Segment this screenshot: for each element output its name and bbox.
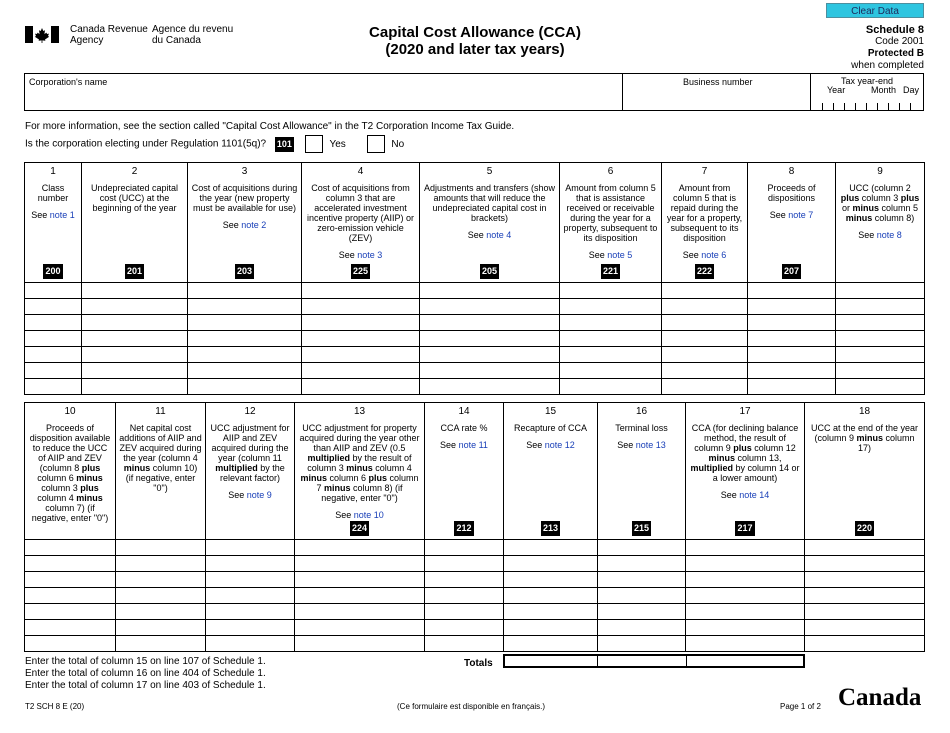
input-cell-col-18[interactable] — [805, 556, 925, 572]
input-cell-col-14[interactable] — [425, 540, 504, 556]
input-cell-col-1[interactable] — [25, 379, 82, 395]
column-number: 13 — [353, 406, 366, 417]
cca-table-part1 — [24, 162, 925, 395]
table-row — [25, 636, 925, 652]
see-note: See note 12 — [526, 440, 575, 450]
input-cell-col-18[interactable] — [805, 588, 925, 604]
input-cell-col-18[interactable] — [805, 636, 925, 652]
agency-name-french: Agence du revenu du Canada — [152, 24, 234, 46]
input-cell-col-14[interactable] — [425, 572, 504, 588]
business-number-field[interactable] — [623, 74, 810, 110]
input-cell-col-1[interactable] — [25, 315, 82, 331]
totals-row — [503, 654, 805, 668]
table1-header-col-9 — [836, 163, 925, 283]
table1-header-col-8 — [748, 163, 836, 283]
input-cell-col-16[interactable] — [598, 588, 686, 604]
column-number: 18 — [858, 406, 871, 417]
input-cell-col-8[interactable] — [748, 347, 836, 363]
input-cell-col-18[interactable] — [805, 540, 925, 556]
input-cell-col-11[interactable] — [116, 620, 206, 636]
line-code-217: 217 — [735, 521, 754, 536]
regulation-question: Is the corporation electing under Regulation 1101(5q)? — [25, 138, 267, 150]
column-number: 11 — [155, 406, 166, 417]
clear-data-button[interactable]: Clear Data — [826, 3, 924, 18]
input-cell-col-1[interactable] — [25, 283, 82, 299]
input-cell-col-17[interactable] — [686, 588, 805, 604]
input-cell-col-13[interactable] — [295, 620, 425, 636]
input-cell-col-16[interactable] — [598, 556, 686, 572]
input-cell-col-16[interactable] — [598, 620, 686, 636]
input-cell-col-15[interactable] — [504, 620, 598, 636]
schedule-info: Schedule 8 Code 2001 Protected B when completed — [851, 24, 924, 71]
corporation-name-label: Corporation's name — [29, 77, 108, 87]
input-cell-col-11[interactable] — [116, 556, 206, 572]
line-code-201: 201 — [125, 264, 144, 279]
input-cell-col-13[interactable] — [295, 636, 425, 652]
column-number: 3 — [241, 166, 248, 177]
input-cell-col-3[interactable] — [188, 283, 302, 299]
input-cell-col-6[interactable] — [560, 315, 662, 331]
input-cell-col-13[interactable] — [295, 588, 425, 604]
column-number: 15 — [544, 406, 557, 417]
input-cell-col-11[interactable] — [116, 636, 206, 652]
input-cell-col-16[interactable] — [598, 604, 686, 620]
column-number: 5 — [486, 166, 493, 177]
input-cell-col-2[interactable] — [82, 299, 188, 315]
note-link[interactable]: note 4 — [486, 230, 512, 240]
table-row — [25, 588, 925, 604]
input-cell-col-15[interactable] — [504, 556, 598, 572]
regulation-question-row — [25, 135, 404, 154]
corporation-info-box — [24, 73, 924, 111]
input-cell-col-12[interactable] — [206, 572, 295, 588]
note-link[interactable]: note 11 — [458, 440, 488, 450]
column-number: 2 — [131, 166, 138, 177]
input-cell-col-1[interactable] — [25, 299, 82, 315]
input-cell-col-5[interactable] — [420, 283, 560, 299]
note-link[interactable]: note 14 — [739, 490, 770, 500]
input-cell-col-6[interactable] — [560, 363, 662, 379]
column-description: Terminal loss — [615, 423, 668, 433]
see-note: See note 6 — [682, 250, 727, 260]
input-cell-col-16[interactable] — [598, 540, 686, 556]
line-code-207: 207 — [782, 264, 801, 279]
column-description: Undepreciated capital cost (UCC) at the beginning of the year — [90, 183, 179, 213]
input-cell-col-7[interactable] — [662, 379, 748, 395]
input-cell-col-5[interactable] — [420, 315, 560, 331]
table-row — [25, 556, 925, 572]
input-cell-col-15[interactable] — [504, 572, 598, 588]
input-cell-col-5[interactable] — [420, 379, 560, 395]
line-code-225: 225 — [351, 264, 370, 279]
input-cell-col-10[interactable] — [25, 604, 116, 620]
input-cell-col-9[interactable] — [836, 379, 925, 395]
input-cell-col-12[interactable] — [206, 556, 295, 572]
table-row — [25, 299, 925, 315]
input-cell-col-13[interactable] — [295, 540, 425, 556]
column-description: Proceeds of dispositions — [767, 183, 816, 203]
input-cell-col-9[interactable] — [836, 315, 925, 331]
see-note: See note 5 — [588, 250, 633, 260]
input-cell-col-10[interactable] — [25, 556, 116, 572]
input-cell-col-6[interactable] — [560, 331, 662, 347]
input-cell-col-14[interactable] — [425, 588, 504, 604]
input-cell-col-11[interactable] — [116, 572, 206, 588]
input-cell-col-4[interactable] — [302, 379, 420, 395]
input-cell-col-12[interactable] — [206, 620, 295, 636]
table2-header-col-12 — [206, 403, 295, 540]
table-row — [25, 363, 925, 379]
input-cell-col-1[interactable] — [25, 363, 82, 379]
line-code-222: 222 — [695, 264, 714, 279]
table2-header-col-10 — [25, 403, 116, 540]
line-code-224: 224 — [350, 521, 369, 536]
table1-header-col-7 — [662, 163, 748, 283]
no-checkbox[interactable] — [367, 135, 385, 153]
input-cell-col-6[interactable] — [560, 283, 662, 299]
table1-header-col-1 — [25, 163, 82, 283]
footer-instructions: Enter the total of column 15 on line 107 of Schedule 1. Enter the total of column 16 on line 404 of Schedule 1. Enter the total of column 17 on line 403 of Schedule 1. — [25, 656, 266, 691]
input-cell-col-18[interactable] — [805, 572, 925, 588]
input-cell-col-16[interactable] — [598, 636, 686, 652]
table-row — [25, 315, 925, 331]
table1-header-col-5 — [420, 163, 560, 283]
input-cell-col-17[interactable] — [686, 636, 805, 652]
input-cell-col-6[interactable] — [560, 299, 662, 315]
note-link[interactable]: note 7 — [788, 210, 814, 220]
note-link[interactable]: note 3 — [357, 250, 383, 260]
input-cell-col-6[interactable] — [560, 347, 662, 363]
column-description: Cost of acquisitions from column 3 that are accelerated investment incentive property (AIIP) or zero-emission vehicle (ZEV) — [306, 183, 415, 243]
see-note: See note 1 — [31, 210, 75, 220]
table2-header-col-15 — [504, 403, 598, 540]
input-cell-col-10[interactable] — [25, 588, 116, 604]
see-note: See note 7 — [769, 210, 814, 220]
column-description: CCA rate % — [440, 423, 488, 433]
input-cell-col-9[interactable] — [836, 299, 925, 315]
totals-label: Totals — [464, 658, 493, 669]
input-cell-col-8[interactable] — [748, 299, 836, 315]
column-number: 9 — [877, 166, 883, 177]
column-description: UCC adjustment for AIIP and ZEV acquired during the year (column 11 multiplied by the relevant factor) — [210, 423, 290, 483]
page-title: Capital Cost Allowance (CCA) (2020 and later tax years) — [369, 24, 581, 58]
input-cell-col-7[interactable] — [662, 347, 748, 363]
input-cell-col-7[interactable] — [662, 283, 748, 299]
cca-table-part2 — [24, 402, 925, 652]
input-cell-col-9[interactable] — [836, 331, 925, 347]
line-code-213: 213 — [541, 521, 560, 536]
note-link[interactable]: note 5 — [607, 250, 633, 260]
note-link[interactable]: note 9 — [246, 490, 272, 500]
corporation-name-field[interactable] — [25, 74, 622, 110]
line-code-205: 205 — [480, 264, 499, 279]
table1-header-col-4 — [302, 163, 420, 283]
input-cell-col-6[interactable] — [560, 379, 662, 395]
input-cell-col-5[interactable] — [420, 299, 560, 315]
line-code-101: 101 — [275, 137, 294, 152]
yes-label: Yes — [329, 138, 346, 150]
see-note: See note 2 — [222, 220, 267, 230]
input-cell-col-12[interactable] — [206, 604, 295, 620]
column-description: CCA (for declining balance method, the result of column 9 plus column 12 minus column 13, multiplied by column 14 or a lower amount) — [690, 423, 800, 483]
see-note: See note 10 — [335, 510, 384, 520]
column-number: 17 — [739, 406, 751, 417]
yes-checkbox[interactable] — [305, 135, 323, 153]
table-row — [25, 620, 925, 636]
column-number: 12 — [244, 406, 256, 417]
year-label: Year — [827, 85, 846, 95]
input-cell-col-14[interactable] — [425, 620, 504, 636]
input-cell-col-17[interactable] — [686, 604, 805, 620]
input-cell-col-9[interactable] — [836, 347, 925, 363]
column-description: UCC at the end of the year (column 9 minus column 17) — [810, 423, 919, 453]
input-cell-col-3[interactable] — [188, 347, 302, 363]
note-link[interactable]: note 12 — [544, 440, 575, 450]
input-cell-col-11[interactable] — [116, 604, 206, 620]
column-number: 10 — [64, 406, 76, 417]
column-description: Recapture of CCA — [513, 423, 588, 433]
note-link[interactable]: note 1 — [49, 210, 75, 220]
no-label: No — [391, 138, 405, 150]
input-cell-col-13[interactable] — [295, 604, 425, 620]
input-cell-col-3[interactable] — [188, 363, 302, 379]
table-row — [25, 540, 925, 556]
table-row — [25, 347, 925, 363]
note-link[interactable]: note 13 — [635, 440, 666, 450]
input-cell-col-12[interactable] — [206, 540, 295, 556]
table-row — [25, 604, 925, 620]
table-row — [25, 283, 925, 299]
input-cell-col-10[interactable] — [25, 620, 116, 636]
table2-header-col-18 — [805, 403, 925, 540]
column-number: 4 — [357, 166, 364, 177]
total-recapture-field[interactable] — [505, 656, 598, 666]
input-cell-col-16[interactable] — [598, 572, 686, 588]
input-cell-col-8[interactable] — [748, 363, 836, 379]
input-cell-col-13[interactable] — [295, 572, 425, 588]
see-note: See note 14 — [720, 490, 770, 500]
column-description: UCC (column 2 plus column 3 plus or minus column 5 minus column 8) — [840, 183, 920, 223]
see-note: See note 4 — [467, 230, 512, 240]
input-cell-col-8[interactable] — [748, 315, 836, 331]
column-number: 14 — [458, 406, 470, 417]
input-cell-col-7[interactable] — [662, 363, 748, 379]
see-note: See note 11 — [440, 440, 488, 450]
column-description: Adjustments and transfers (show amounts that will reduce the undepreciated capital cost in brackets) — [423, 183, 556, 223]
column-description: Cost of acquisitions during the year (new property must be available for use) — [191, 183, 298, 213]
month-label: Month — [871, 85, 897, 95]
column-number: 8 — [788, 166, 795, 177]
see-note: See note 13 — [617, 440, 666, 450]
column-description: Net capital cost additions of AIIP and ZEV acquired during the year (column 4 minus column 10) (if negative, enter "0") — [119, 423, 202, 493]
table1-header-col-3 — [188, 163, 302, 283]
column-description: Proceeds of disposition available to reduce the UCC of AIIP and ZEV (column 8 plus column 6 minus column 3 plus column 4 minus column 7) (if negative, enter "0") — [29, 423, 111, 523]
input-cell-col-2[interactable] — [82, 379, 188, 395]
input-cell-col-2[interactable] — [82, 347, 188, 363]
canada-wordmark: Canada — [838, 684, 922, 711]
input-cell-col-5[interactable] — [420, 347, 560, 363]
input-cell-col-5[interactable] — [420, 363, 560, 379]
input-cell-col-4[interactable] — [302, 283, 420, 299]
input-cell-col-9[interactable] — [836, 283, 925, 299]
french-availability-note: (Ce formulaire est disponible en français.) — [397, 702, 546, 711]
input-cell-col-7[interactable] — [662, 299, 748, 315]
input-cell-col-2[interactable] — [82, 331, 188, 347]
input-cell-col-8[interactable] — [748, 331, 836, 347]
input-cell-col-10[interactable] — [25, 636, 116, 652]
input-cell-col-12[interactable] — [206, 588, 295, 604]
input-cell-col-15[interactable] — [504, 636, 598, 652]
input-cell-col-7[interactable] — [662, 331, 748, 347]
input-cell-col-8[interactable] — [748, 379, 836, 395]
form-id: T2 SCH 8 E (20) — [25, 702, 85, 711]
table2-header-col-11 — [116, 403, 206, 540]
input-cell-col-2[interactable] — [82, 363, 188, 379]
input-cell-col-15[interactable] — [504, 540, 598, 556]
column-description: Class number — [37, 183, 69, 203]
page-number: Page 1 of 2 — [780, 702, 821, 711]
column-description: Amount from column 5 that is assistance received or receivable during the year for a property, subsequent to its disposition — [563, 183, 658, 243]
table2-header-col-14 — [425, 403, 504, 540]
input-cell-col-3[interactable] — [188, 379, 302, 395]
more-info-text: For more information, see the section called "Capital Cost Allowance" in the T2 Corporation Income Tax Guide. — [25, 121, 515, 132]
table2-header-col-16 — [598, 403, 686, 540]
table-row — [25, 379, 925, 395]
tax-year-end-label: Tax year-end — [840, 76, 894, 86]
line-code-220: 220 — [855, 521, 874, 536]
column-number: 7 — [701, 166, 708, 177]
input-cell-col-17[interactable] — [686, 540, 805, 556]
input-cell-col-14[interactable] — [425, 604, 504, 620]
line-code-215: 215 — [632, 521, 651, 536]
note-link[interactable]: note 2 — [241, 220, 267, 230]
column-number: 1 — [50, 166, 56, 177]
input-cell-col-11[interactable] — [116, 540, 206, 556]
input-cell-col-14[interactable] — [425, 636, 504, 652]
table2-header-col-13 — [295, 403, 425, 540]
total-terminal-loss-field[interactable] — [598, 656, 687, 666]
input-cell-col-9[interactable] — [836, 363, 925, 379]
input-cell-col-4[interactable] — [302, 363, 420, 379]
input-cell-col-1[interactable] — [25, 347, 82, 363]
input-cell-col-2[interactable] — [82, 315, 188, 331]
input-cell-col-17[interactable] — [686, 572, 805, 588]
see-note: See note 8 — [858, 230, 902, 240]
input-cell-col-17[interactable] — [686, 556, 805, 572]
input-cell-col-3[interactable] — [188, 299, 302, 315]
tax-year-end-field[interactable] — [815, 96, 921, 110]
input-cell-col-3[interactable] — [188, 315, 302, 331]
see-note: See note 3 — [338, 250, 383, 260]
see-note: See note 9 — [228, 490, 272, 500]
line-code-212: 212 — [454, 521, 473, 536]
input-cell-col-15[interactable] — [504, 588, 598, 604]
note-link[interactable]: note 8 — [876, 230, 902, 240]
column-description: UCC adjustment for property acquired during the year other than AIIP and ZEV (0.5 multiplied by the result of column 3 minus column 4 minus column 6 plus column 7 minus column 8) (if negative, enter "0") — [299, 423, 420, 503]
input-cell-col-12[interactable] — [206, 636, 295, 652]
table2-header-col-17 — [686, 403, 805, 540]
input-cell-col-11[interactable] — [116, 588, 206, 604]
day-label: Day — [903, 85, 920, 95]
input-cell-col-4[interactable] — [302, 299, 420, 315]
input-cell-col-7[interactable] — [662, 315, 748, 331]
input-cell-col-3[interactable] — [188, 331, 302, 347]
table1-header-col-2 — [82, 163, 188, 283]
column-number: 6 — [607, 166, 614, 177]
input-cell-col-14[interactable] — [425, 556, 504, 572]
column-number: 16 — [635, 406, 648, 417]
input-cell-col-18[interactable] — [805, 604, 925, 620]
agency-name-english: Canada Revenue Agency — [70, 24, 148, 46]
line-code-221: 221 — [601, 264, 620, 279]
input-cell-col-10[interactable] — [25, 572, 116, 588]
input-cell-col-13[interactable] — [295, 556, 425, 572]
line-code-200: 200 — [43, 264, 62, 279]
business-number-label: Business number — [683, 77, 753, 87]
column-description: Amount from column 5 that is repaid during the year for a property, subsequent to its disposition — [666, 183, 743, 243]
line-code-203: 203 — [235, 264, 254, 279]
input-cell-col-17[interactable] — [686, 620, 805, 636]
note-link[interactable]: note 6 — [701, 250, 727, 260]
total-cca-field[interactable] — [687, 656, 803, 666]
table-row — [25, 572, 925, 588]
input-cell-col-5[interactable] — [420, 331, 560, 347]
input-cell-col-8[interactable] — [748, 283, 836, 299]
input-cell-col-18[interactable] — [805, 620, 925, 636]
canada-flag-icon — [25, 26, 59, 45]
input-cell-col-4[interactable] — [302, 331, 420, 347]
input-cell-col-1[interactable] — [25, 331, 82, 347]
table1-header-col-6 — [560, 163, 662, 283]
table-row — [25, 331, 925, 347]
input-cell-col-2[interactable] — [82, 283, 188, 299]
input-cell-col-4[interactable] — [302, 347, 420, 363]
note-link[interactable]: note 10 — [353, 510, 384, 520]
input-cell-col-10[interactable] — [25, 540, 116, 556]
input-cell-col-4[interactable] — [302, 315, 420, 331]
input-cell-col-15[interactable] — [504, 604, 598, 620]
